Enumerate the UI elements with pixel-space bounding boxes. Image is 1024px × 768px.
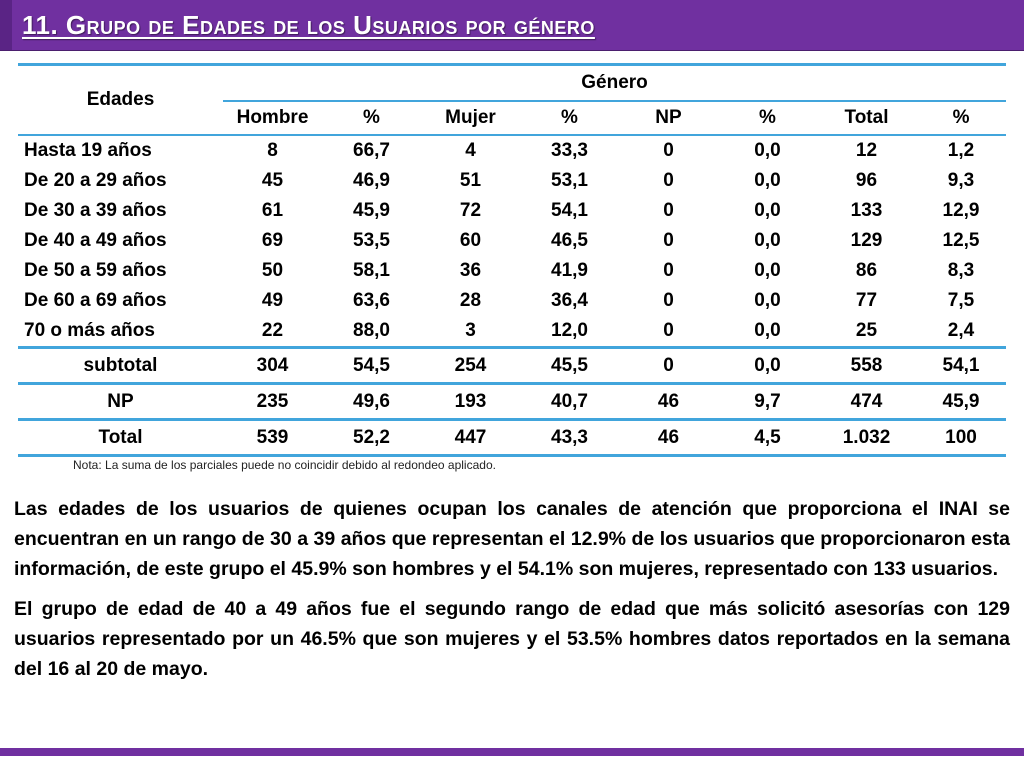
- summary-cell: 54,5: [322, 348, 421, 384]
- table-cell: 72: [459, 200, 482, 221]
- subheader-total: Total: [844, 107, 889, 128]
- row-label: De 60 a 69 años: [24, 290, 167, 311]
- table-cell: 0: [619, 135, 718, 166]
- table-cell: 0: [663, 320, 674, 341]
- table-cell: 61: [261, 200, 284, 221]
- table-cell: 45: [261, 170, 284, 191]
- table-cell: 51: [459, 170, 482, 191]
- table-cell: 63,6: [353, 290, 390, 311]
- header-genero: Género: [223, 65, 1006, 102]
- table-cell: 96: [855, 170, 878, 191]
- table-cell: 66,7: [322, 135, 421, 166]
- table-cell: 60: [459, 230, 482, 251]
- table-cell: 7,5: [947, 290, 975, 311]
- age-gender-table-wrapper: [18, 63, 1006, 457]
- summary-cell: 46: [619, 420, 718, 456]
- table-cell: 88,0: [353, 320, 390, 341]
- summary-cell: 9,7: [718, 384, 817, 420]
- table-cell: 0: [663, 170, 674, 191]
- table-cell: 0,0: [754, 230, 781, 251]
- subheader-hombre: Hombre: [236, 107, 309, 128]
- table-cell: 12,0: [551, 320, 588, 341]
- table-cell: 133: [850, 200, 883, 221]
- table-cell: 3: [465, 320, 476, 341]
- summary-cell: 558: [817, 348, 916, 384]
- summary-cell: 193: [421, 384, 520, 420]
- table-cell: 28: [459, 290, 482, 311]
- table-body: [18, 135, 1006, 348]
- table-cell: 46,5: [551, 230, 588, 251]
- table-cell: 0: [663, 290, 674, 311]
- paragraph-1: Las edades de los usuarios de quienes ocupan los canales de atención que proporciona el INAI se encuentran en un rango de 30 a 39 años que representan el 12.9% de los usuarios que proporcionaron esta información, de este grupo el 45.9% son hombres y el 54.1% son mujeres, representado con 133 usuarios.: [14, 498, 1010, 580]
- table-cell: 129: [850, 230, 883, 251]
- summary-cell: 46: [619, 384, 718, 420]
- summary-label: NP: [18, 384, 223, 420]
- table-row: [18, 226, 1006, 256]
- summary-cell: 40,7: [520, 384, 619, 420]
- summary-cell: 0: [619, 348, 718, 384]
- table-cell: 53,5: [353, 230, 390, 251]
- subheader-pct-mujer: %: [561, 107, 578, 128]
- table-cell: 36: [459, 260, 482, 281]
- table-cell: 33,3: [520, 135, 619, 166]
- table-cell: 86: [855, 260, 878, 281]
- subheader-pct-total: %: [952, 107, 970, 128]
- table-cell: 50: [261, 260, 284, 281]
- table-cell: 12,5: [942, 230, 980, 251]
- summary-cell: 0,0: [718, 348, 817, 384]
- subheader-mujer: Mujer: [445, 107, 496, 128]
- page-title: 11. Grupo de Edades de los Usuarios por género: [22, 10, 595, 40]
- table-cell: 0: [663, 200, 674, 221]
- table-cell: 53,1: [551, 170, 588, 191]
- paragraph-2: El grupo de edad de 40 a 49 años fue el segundo rango de edad que más solicitó asesorías con 129 usuarios representado por un 46.5% que son mujeres y el 53.5% hombres datos reportados en la semana del 16 al 20 de mayo.: [14, 598, 1010, 680]
- table-cell: 0,0: [718, 135, 817, 166]
- table-cell: 46,9: [353, 170, 390, 191]
- table-cell: 0,0: [754, 290, 781, 311]
- table-cell: 58,1: [353, 260, 390, 281]
- subheader-np: NP: [655, 107, 682, 128]
- title-bar: [0, 0, 1024, 51]
- summary-cell: 304: [223, 348, 322, 384]
- bottom-bar: [0, 748, 1024, 756]
- age-gender-table: [18, 63, 1006, 457]
- table-cell: 49: [261, 290, 284, 311]
- summary-cell: 52,2: [322, 420, 421, 456]
- table-cell: 0,0: [754, 200, 781, 221]
- summary-cell: 1.032: [817, 420, 916, 456]
- table-cell: 0: [663, 230, 674, 251]
- summary-cell: 45,5: [520, 348, 619, 384]
- summary-row: [18, 384, 1006, 420]
- summary-cell: 54,1: [916, 348, 1006, 384]
- header-edades: Edades: [18, 65, 223, 136]
- table-cell: 41,9: [551, 260, 588, 281]
- table-cell: 4: [421, 135, 520, 166]
- summary-cell: 43,3: [520, 420, 619, 456]
- row-label: De 30 a 39 años: [24, 200, 167, 221]
- row-label: Hasta 19 años: [18, 135, 223, 166]
- table-cell: 0,0: [754, 320, 781, 341]
- body-text: [14, 494, 1010, 694]
- table-cell: 9,3: [947, 170, 975, 191]
- summary-cell: 100: [916, 420, 1006, 456]
- table-summary: [18, 348, 1006, 456]
- table-row: [18, 286, 1006, 316]
- table-cell: 54,1: [551, 200, 588, 221]
- row-label: De 40 a 49 años: [24, 230, 167, 251]
- table-cell: 1,2: [916, 135, 1006, 166]
- table-cell: 12: [817, 135, 916, 166]
- summary-cell: 254: [421, 348, 520, 384]
- table-cell: 8: [223, 135, 322, 166]
- summary-cell: 49,6: [322, 384, 421, 420]
- table-cell: 22: [261, 320, 284, 341]
- summary-cell: 235: [223, 384, 322, 420]
- table-cell: 0: [663, 260, 674, 281]
- row-label: De 50 a 59 años: [24, 260, 167, 281]
- table-cell: 2,4: [947, 320, 975, 341]
- summary-row: [18, 348, 1006, 384]
- summary-cell: 447: [421, 420, 520, 456]
- row-label: De 20 a 29 años: [24, 170, 167, 191]
- table-note: Nota: La suma de los parciales puede no coincidir debido al redondeo aplicado.: [73, 458, 496, 472]
- summary-row: [18, 420, 1006, 456]
- table-cell: 45,9: [353, 200, 390, 221]
- row-label: 70 o más años: [24, 320, 155, 341]
- summary-cell: 4,5: [718, 420, 817, 456]
- table-row: [18, 256, 1006, 286]
- table-cell: 0,0: [754, 260, 781, 281]
- summary-label: Total: [18, 420, 223, 456]
- table-cell: 69: [261, 230, 284, 251]
- table-cell: 0,0: [754, 170, 781, 191]
- table-cell: 36,4: [551, 290, 588, 311]
- subheader-pct-np: %: [759, 107, 776, 128]
- summary-cell: 474: [817, 384, 916, 420]
- table-cell: 77: [855, 290, 878, 311]
- summary-label: subtotal: [18, 348, 223, 384]
- table-cell: 12,9: [942, 200, 980, 221]
- summary-cell: 45,9: [916, 384, 1006, 420]
- table-cell: 8,3: [947, 260, 975, 281]
- table-row: [18, 316, 1006, 348]
- table-row: [18, 135, 1006, 166]
- title-accent: [0, 0, 12, 50]
- table-row: [18, 166, 1006, 196]
- subheader-pct-hombre: %: [363, 107, 380, 128]
- summary-cell: 539: [223, 420, 322, 456]
- table-cell: 25: [855, 320, 878, 341]
- table-row: [18, 196, 1006, 226]
